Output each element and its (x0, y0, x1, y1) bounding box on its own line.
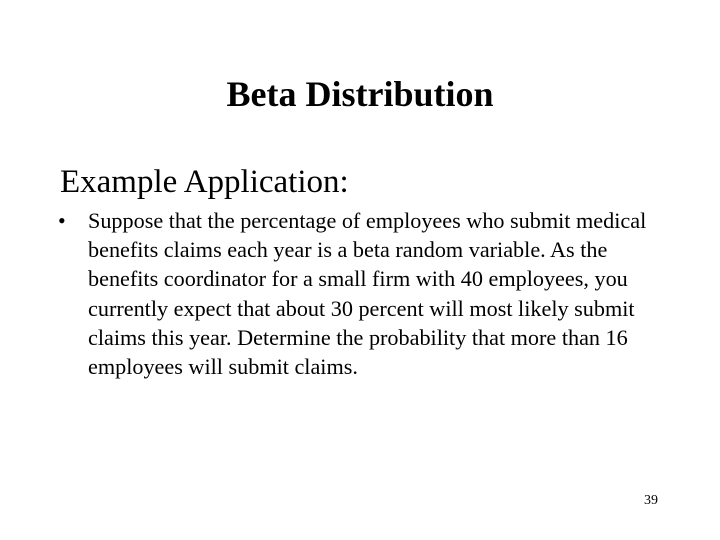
bullet-icon: • (58, 208, 66, 233)
page-number: 39 (644, 493, 658, 508)
bullet-text: Suppose that the percentage of employees who submit medical benefits claims each year is a beta random variable. As the benefits coordinator for a small firm with 40 employees, you currently expect that about 30 percent will most likely submit claims this year. Determine the probability that more than 16 employees will submit claims. (88, 208, 647, 380)
slide-title: Beta Distribution (226, 74, 494, 114)
slide-subtitle: Example Application: (60, 164, 349, 200)
bullet-item (58, 206, 678, 381)
